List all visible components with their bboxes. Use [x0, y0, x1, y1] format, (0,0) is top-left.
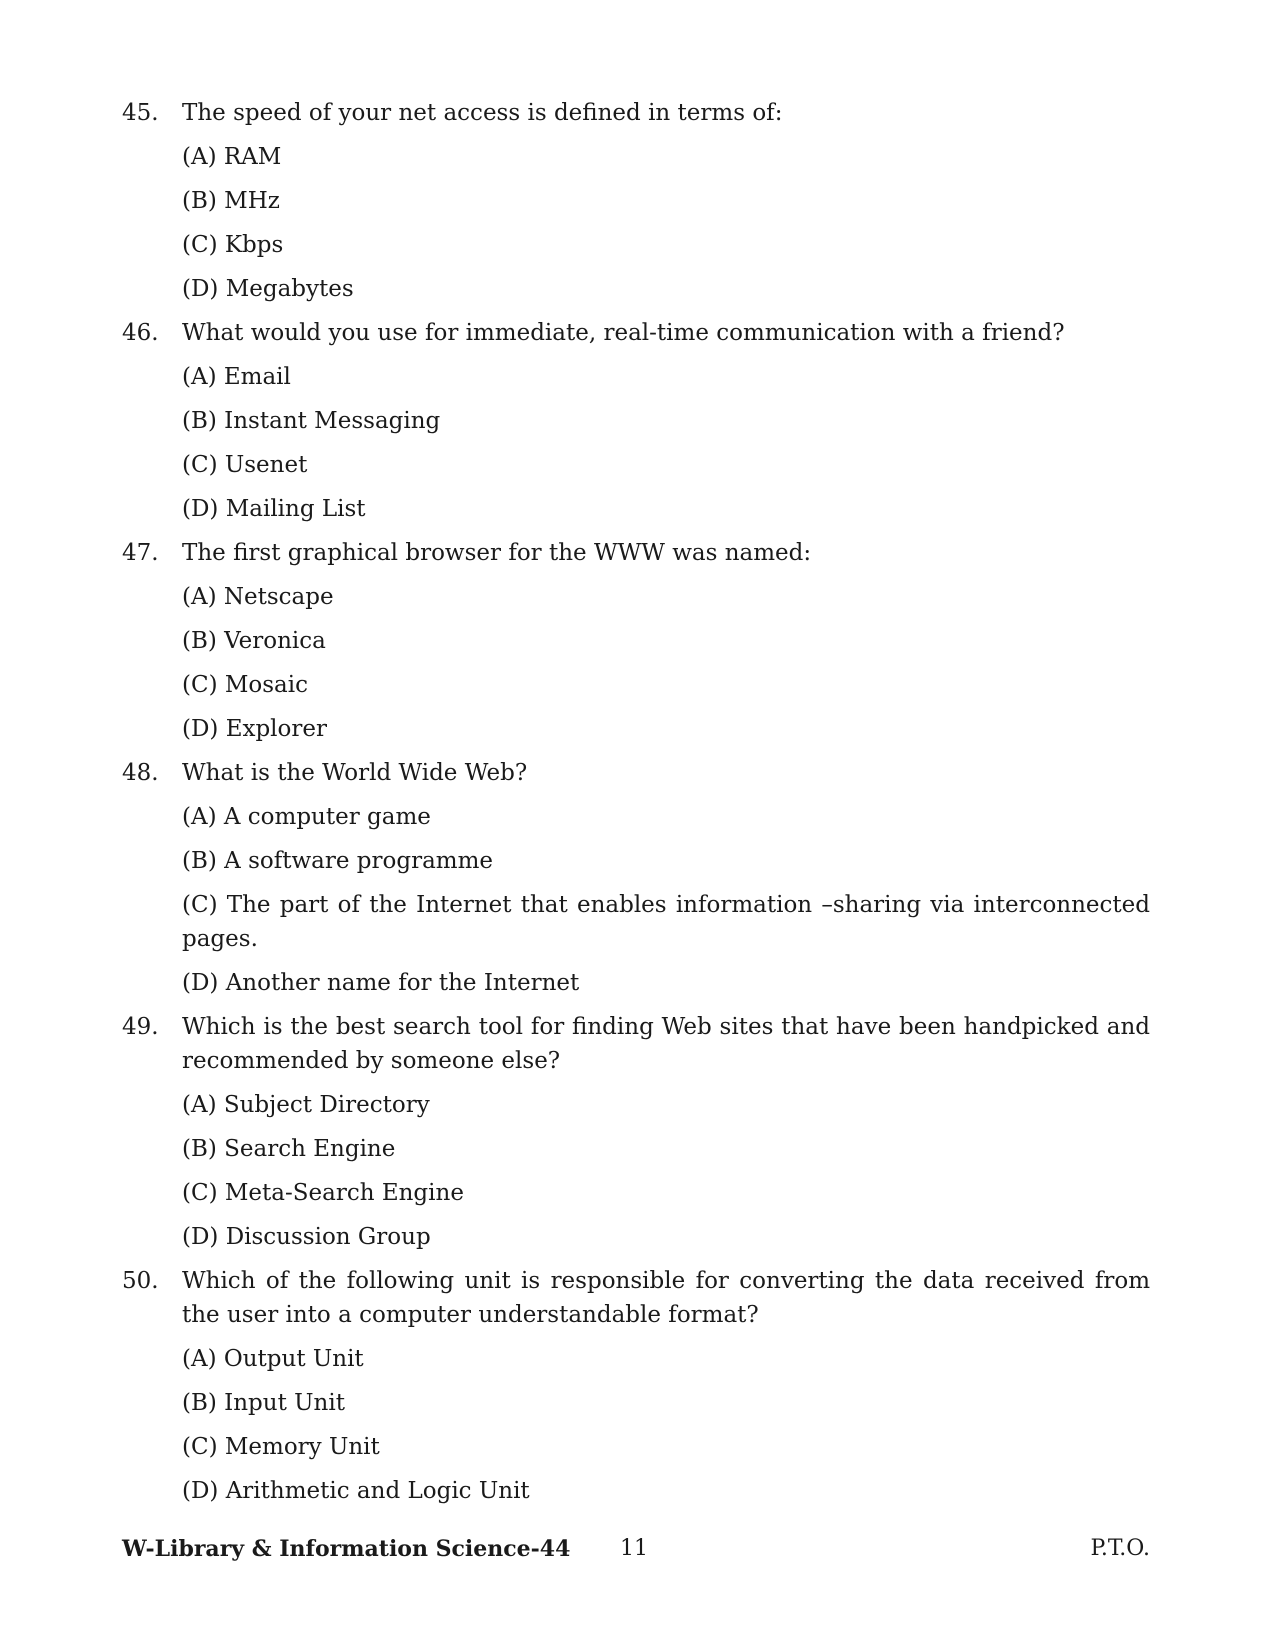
option-d: (D) Megabytes — [182, 276, 354, 302]
question-text: Which of the following unit is responsible for converting the data received from the user into a computer understandable format? — [182, 1268, 1150, 1328]
footer-pto: P.T.O. — [1090, 1536, 1150, 1561]
option-b: (B) Instant Messaging — [182, 408, 441, 434]
question-number: 45. — [122, 100, 159, 126]
question-number: 50. — [122, 1268, 159, 1294]
option-b: (B) Input Unit — [182, 1390, 345, 1416]
option-b: (B) Search Engine — [182, 1136, 396, 1162]
question-text: Which is the best search tool for finding Web sites that have been handpicked and recommended by someone else? — [182, 1014, 1150, 1074]
page-footer — [122, 1532, 1150, 1566]
question-45 — [122, 96, 1150, 306]
footer-page-number: 11 — [620, 1536, 648, 1561]
option-a: (A) RAM — [182, 144, 282, 170]
option-b: (B) A software programme — [182, 848, 494, 874]
question-50 — [122, 1264, 1150, 1508]
question-48 — [122, 756, 1150, 1000]
option-a: (A) Subject Directory — [182, 1092, 430, 1118]
question-text: What is the World Wide Web? — [182, 760, 528, 786]
option-d: (D) Explorer — [182, 716, 327, 742]
question-number: 48. — [122, 760, 159, 786]
footer-subject: W-Library & Information Science-44 — [122, 1536, 571, 1562]
question-text: The first graphical browser for the WWW was named: — [182, 540, 812, 566]
option-d: (D) Another name for the Internet — [182, 970, 580, 996]
question-47 — [122, 536, 1150, 746]
question-46 — [122, 316, 1150, 526]
option-c: (C) Kbps — [182, 232, 284, 258]
question-list — [122, 96, 1150, 1518]
option-c: (C) Mosaic — [182, 672, 309, 698]
option-d: (D) Mailing List — [182, 496, 366, 522]
question-49 — [122, 1010, 1150, 1254]
option-c: (C) The part of the Internet that enables information –sharing via interconnected pages. — [182, 892, 1150, 952]
question-number: 47. — [122, 540, 159, 566]
option-c: (C) Usenet — [182, 452, 308, 478]
question-number: 46. — [122, 320, 159, 346]
question-text: The speed of your net access is defined in terms of: — [182, 100, 783, 126]
question-text: What would you use for immediate, real-time communication with a friend? — [182, 320, 1065, 346]
option-a: (A) Output Unit — [182, 1346, 364, 1372]
option-a: (A) Netscape — [182, 584, 334, 610]
option-a: (A) A computer game — [182, 804, 431, 830]
option-c: (C) Meta-Search Engine — [182, 1180, 464, 1206]
option-b: (B) MHz — [182, 188, 280, 214]
question-number: 49. — [122, 1014, 159, 1040]
option-c: (C) Memory Unit — [182, 1434, 380, 1460]
option-b: (B) Veronica — [182, 628, 326, 654]
option-a: (A) Email — [182, 364, 291, 390]
option-d: (D) Arithmetic and Logic Unit — [182, 1478, 530, 1504]
option-d: (D) Discussion Group — [182, 1224, 431, 1250]
